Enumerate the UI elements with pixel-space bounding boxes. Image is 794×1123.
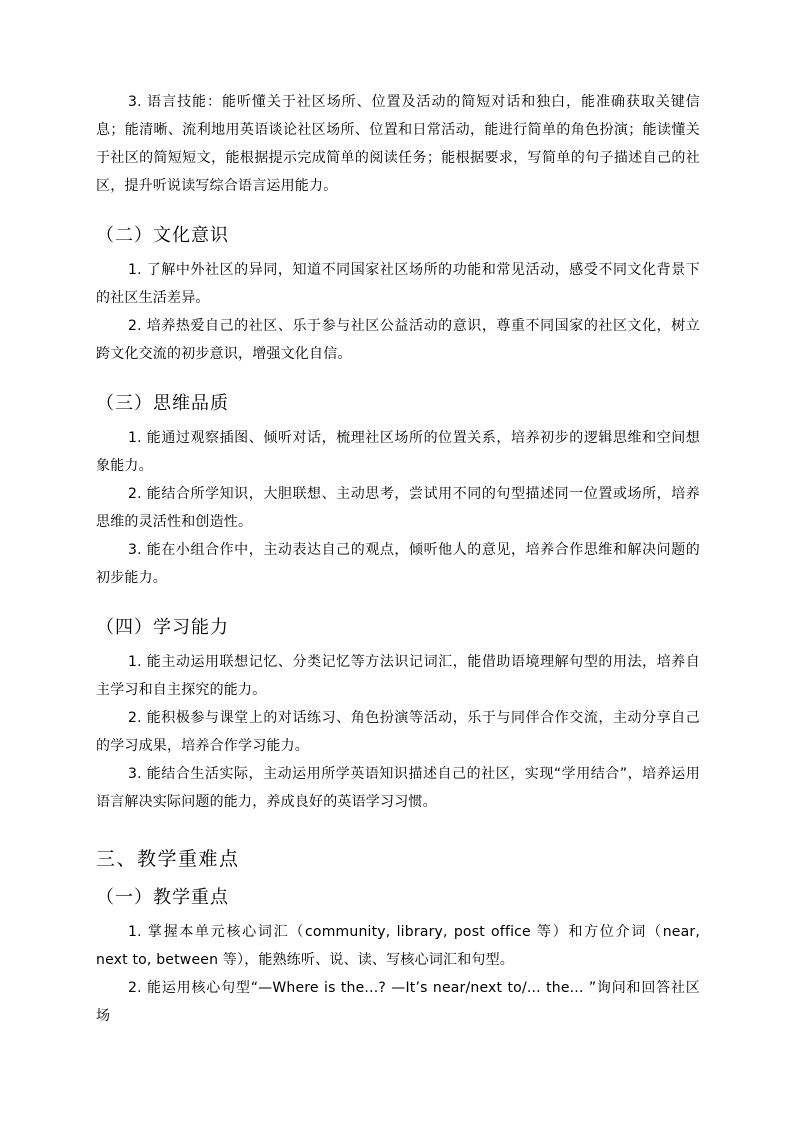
heading-teaching-key-points: 三、教学重难点	[96, 848, 240, 870]
heading-thinking-quality: （三）思维品质	[96, 393, 229, 414]
paragraph-focus-2: 2. 能运用核心句型“—Where is the...? —It’s near/next to/... the... ”询问和回答社区场	[96, 980, 700, 1024]
paragraph-culture-2: 2. 培养热爱自己的社区、乐于参与社区公益活动的意识，尊重不同国家的社区文化，树立跨文化交流的初步意识，增强文化自信。	[96, 318, 700, 362]
paragraph-learning-1: 1. 能主动运用联想记忆、分类记忆等方法识记词汇，能借助语境理解句型的用法，培养自主学习和自主探究的能力。	[96, 654, 700, 698]
paragraph-thinking-1: 1. 能通过观察插图、倾听对话，梳理社区场所的位置关系，培养初步的逻辑思维和空间想象能力。	[96, 430, 700, 474]
paragraph-focus-1: 1. 掌握本单元核心词汇（community, library, post office 等）和方位介词（near, next to, between 等），能熟练听、说、读、写核心词汇和句型。	[96, 924, 700, 968]
heading-teaching-focus: （一）教学重点	[96, 887, 229, 908]
paragraph-language-skills: 3. 语言技能：能听懂关于社区场所、位置及活动的简短对话和独白，能准确获取关键信息；能清晰、流利地用英语谈论社区场所、位置和日常活动，能进行简单的角色扮演；能读懂关于社区的简短短文，能根据提示完成简单的阅读任务；能根据要求，写简单的句子描述自己的社区，提升听说读写综合语言运用能力。	[96, 94, 700, 194]
document-body	[96, 88, 700, 1030]
heading-cultural-awareness: （二）文化意识	[96, 225, 229, 246]
paragraph-thinking-2: 2. 能结合所学知识，大胆联想、主动思考，尝试用不同的句型描述同一位置或场所，培养思维的灵活性和创造性。	[96, 486, 700, 530]
heading-learning-ability: （四）学习能力	[96, 617, 229, 638]
paragraph-culture-1: 1. 了解中外社区的异同，知道不同国家社区场所的功能和常见活动，感受不同文化背景下的社区生活差异。	[96, 262, 700, 306]
paragraph-learning-3: 3. 能结合生活实际，主动运用所学英语知识描述自己的社区，实现“学用结合”，培养运用语言解决实际问题的能力，养成良好的英语学习习惯。	[96, 766, 700, 810]
paragraph-thinking-3: 3. 能在小组合作中，主动表达自己的观点，倾听他人的意见，培养合作思维和解决问题的初步能力。	[96, 542, 700, 586]
paragraph-learning-2: 2. 能积极参与课堂上的对话练习、角色扮演等活动，乐于与同伴合作交流，主动分享自己的学习成果，培养合作学习能力。	[96, 710, 700, 754]
